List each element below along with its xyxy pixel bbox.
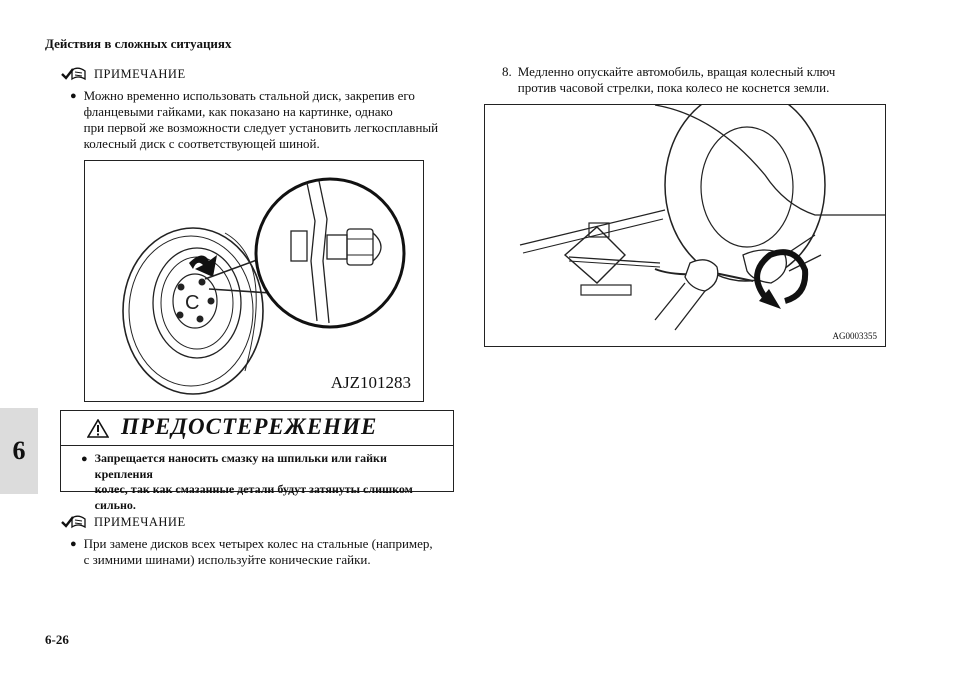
svg-text:C: C [185,292,200,314]
note-2 [60,514,460,568]
figure-1-code: AJZ101283 [330,373,411,392]
step-text: Медленно опускайте автомобиль, вращая колесный ключ против часовой стрелки, пока колесо не коснется земли. [517,64,836,95]
wheel-flange-nut-illustration [85,161,423,401]
note-1-text: Можно временно использовать стальной диск, закрепив его фланцевыми гайками, как показано на картинке, однако при первой же возможности следует установить легкосплавный колесный диск с соответствующей шиной. [83,88,439,151]
chapter-tab [0,408,38,494]
note-2-text: При замене дисков всех четырех колес на стальные (например, с зимними шинами) используйте конические гайки. [83,536,433,567]
note-2-item [60,536,460,568]
bullet-icon: ● [81,453,88,465]
step-8 [502,64,922,96]
warning-header [61,411,453,446]
warning-title: ПРЕДОСТЕРЕЖЕНИЕ [121,414,378,439]
note-1-item [60,88,460,152]
header-title: Действия в сложных ситуациях [45,36,232,51]
warning-text: Запрещается наносить смазку на шпильки или гайки крепления колес, так как смазанные детали будут затянуты слишком сильно. [94,451,413,512]
figure-1 [84,160,424,402]
figure-2-code: AG0003355 [832,331,877,341]
bullet-icon: ● [70,90,77,102]
jack-lowering-illustration [485,105,885,346]
warning-body [61,446,453,519]
warning-item [81,451,443,513]
chapter-number: 6 [12,436,26,465]
bullet-icon: ● [70,538,77,550]
page-number: 6-26 [45,632,69,647]
note-icon [60,66,88,82]
warning-triangle-icon [87,419,109,438]
step-number: 8. [502,64,512,79]
note-1 [60,66,460,152]
warning-box [60,410,454,512]
figure-2 [484,104,886,347]
note-2-heading: ПРИМЕЧАНИЕ [60,514,460,530]
note-icon [60,514,88,530]
note-1-heading: ПРИМЕЧАНИЕ [60,66,460,82]
